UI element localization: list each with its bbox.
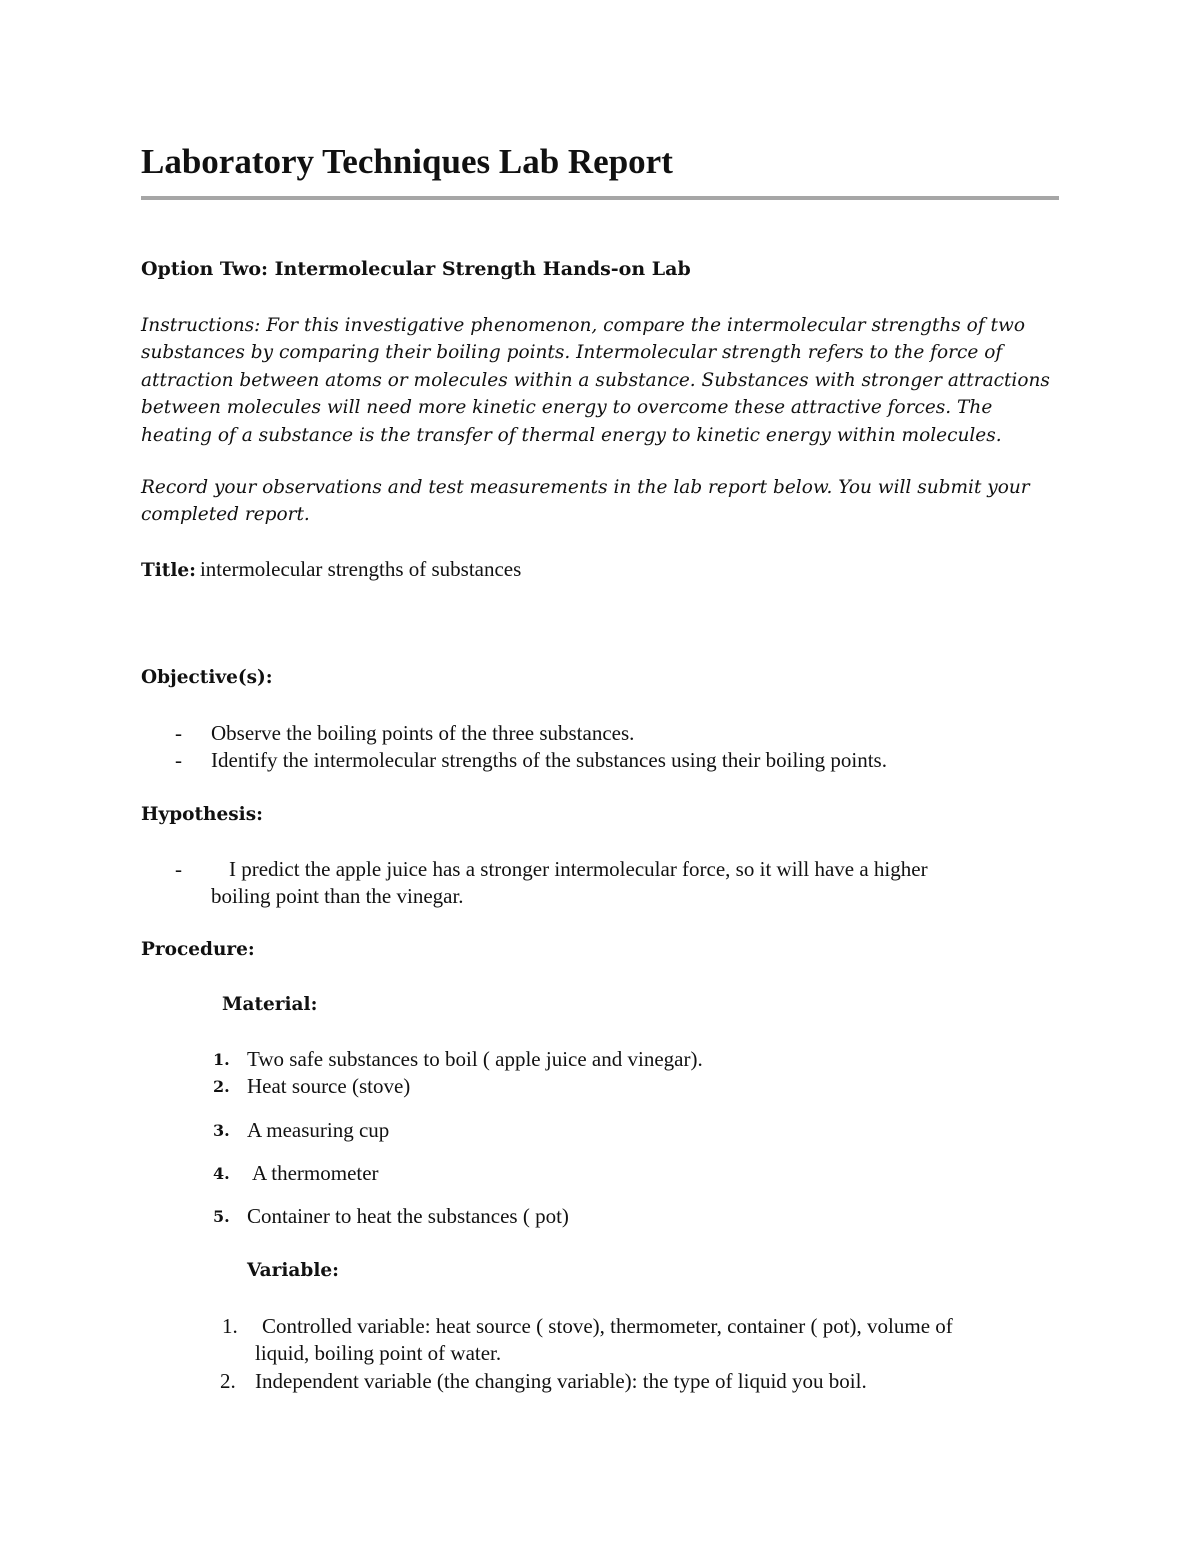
- variable-number: 1.: [222, 1314, 238, 1338]
- material-heading: Material:: [222, 994, 318, 1015]
- objective-bullet: -: [175, 748, 182, 772]
- variable-number: 2.: [220, 1369, 236, 1393]
- instructions-line: Instructions: For this investigative phenomenon, compare the intermolecular strengths of two: [141, 315, 1025, 336]
- hypothesis-line: boiling point than the vinegar.: [211, 884, 464, 908]
- variable-heading: Variable:: [247, 1260, 339, 1281]
- material-item: Two safe substances to boil ( apple juice and vinegar).: [247, 1047, 703, 1071]
- variable-line: Independent variable (the changing variable): the type of liquid you boil.: [255, 1369, 867, 1393]
- title-value: intermolecular strengths of substances: [199, 557, 522, 581]
- section-subtitle: Option Two: Intermolecular Strength Hands-on Lab: [141, 258, 691, 280]
- instructions-line: between molecules will need more kinetic energy to overcome these attractive forces. The: [141, 397, 993, 419]
- document-title: Laboratory Techniques Lab Report: [141, 142, 673, 181]
- variable-line: Controlled variable: heat source ( stove), thermometer, container ( pot), volume of: [262, 1314, 953, 1338]
- material-item: A thermometer: [252, 1161, 379, 1185]
- title-divider: [141, 196, 1059, 200]
- procedure-heading: Procedure:: [141, 939, 255, 960]
- record-line: completed report.: [141, 504, 310, 526]
- title-label: Title:: [141, 560, 196, 581]
- hypothesis-heading: Hypothesis:: [141, 804, 263, 825]
- material-number: 3.: [213, 1121, 230, 1140]
- objectives-heading: Objective(s):: [141, 667, 273, 688]
- instructions-paragraph: [141, 312, 1071, 449]
- instructions-line: attraction between atoms or molecules within a substance. Substances with stronger attractions: [141, 369, 1050, 391]
- record-line: Record your observations and test measurements in the lab report below. You will submit your: [141, 477, 1030, 498]
- material-number: 1.: [213, 1050, 230, 1069]
- instructions-line: substances by comparing their boiling points. Intermolecular strength refers to the force of: [141, 342, 1003, 364]
- hypothesis-line: I predict the apple juice has a stronger intermolecular force, so it will have a higher: [229, 857, 928, 881]
- material-item: Heat source (stove): [247, 1074, 411, 1098]
- objective-item: Identify the intermolecular strengths of the substances using their boiling points.: [211, 748, 887, 772]
- instructions-line: heating of a substance is the transfer of thermal energy to kinetic energy within molecules.: [141, 424, 1002, 446]
- material-item: Container to heat the substances ( pot): [247, 1204, 569, 1228]
- record-paragraph: [141, 474, 1071, 529]
- material-number: 4.: [213, 1164, 230, 1183]
- objective-item: Observe the boiling points of the three substances.: [211, 721, 635, 745]
- objective-bullet: -: [175, 721, 182, 745]
- material-number: 2.: [213, 1077, 230, 1096]
- report-title-field: [141, 555, 521, 585]
- material-item: A measuring cup: [247, 1118, 390, 1142]
- hypothesis-bullet: -: [175, 857, 182, 881]
- material-number: 5.: [213, 1207, 230, 1226]
- variable-line: liquid, boiling point of water.: [255, 1341, 502, 1365]
